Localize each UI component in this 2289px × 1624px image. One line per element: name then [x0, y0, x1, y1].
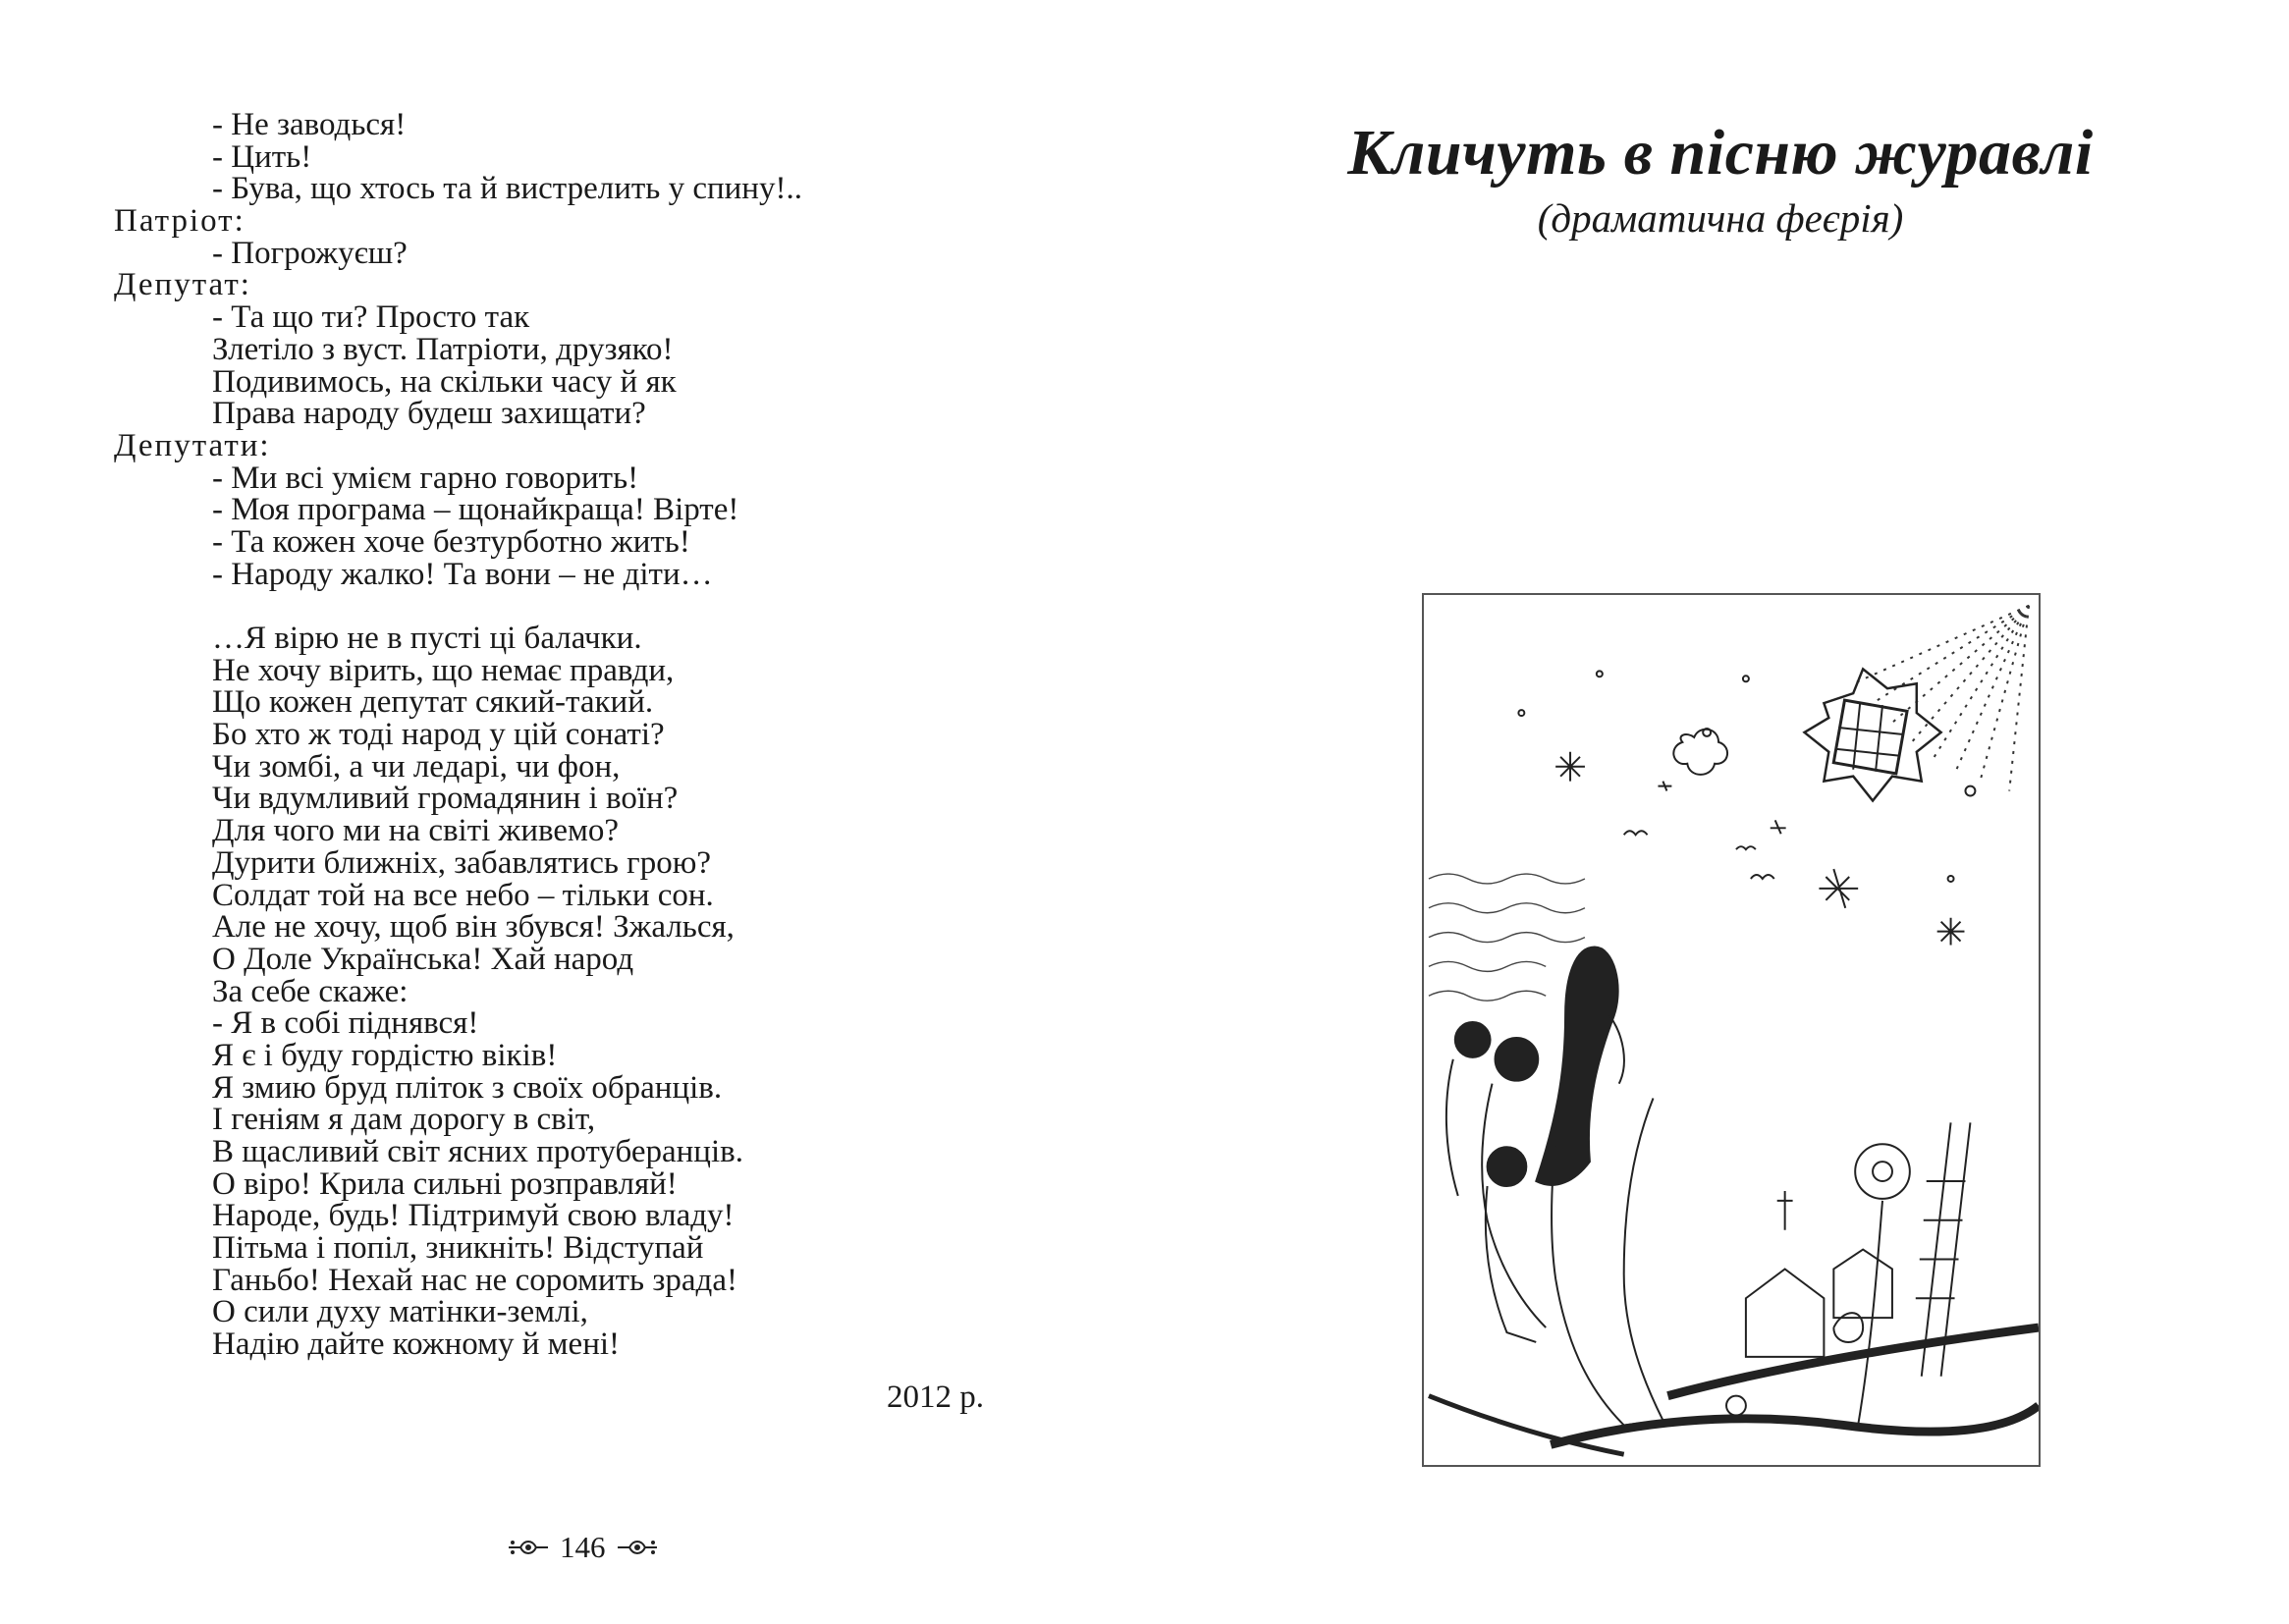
poem-date: 2012 р. — [887, 1380, 984, 1415]
illustration-kneeling-figures — [1422, 593, 2041, 1467]
verse-line: Чи вдумливий громадянин і воїн? — [212, 781, 679, 817]
verse-line: Я є і буду гордістю віків! — [212, 1037, 558, 1073]
verse-line: Я змию бруд пліток з своїх обранців. — [212, 1069, 723, 1106]
verse-line: Але не хочу, щоб він збувся! Зжалься, — [212, 909, 735, 946]
verse-line: - Не заводься! — [212, 107, 407, 142]
verse-line: Бо хто ж тоді народ у цій сонаті? — [212, 717, 665, 753]
verse-line: Пітьма і попіл, зникніть! Відступай — [212, 1230, 704, 1267]
verse-line: - Ми всі умієм гарно говорить! — [212, 460, 639, 496]
stanza-break — [114, 590, 1096, 623]
verse-line: І геніям я дам дорогу в світ, — [212, 1102, 596, 1138]
verse-line: - Цить! — [212, 138, 312, 175]
verse-line: Надію дайте кожному й мені! — [212, 1326, 621, 1363]
verse-line: Для чого ми на світі живемо? — [212, 813, 620, 849]
verse-line: Права народу будеш захищати? — [212, 396, 646, 432]
right-page — [1145, 0, 2289, 1624]
ink-drawing-icon — [1424, 595, 2039, 1465]
speaker-label: Патріот: — [114, 203, 245, 240]
verse-line: О Доле Українська! Хай народ — [212, 941, 634, 977]
speaker-label: Депутати: — [114, 427, 271, 463]
verse-line: …Я вірю не в пусті ці балачки. — [212, 621, 642, 656]
verse-line: - Я в собі піднявся! — [212, 1005, 479, 1042]
verse-line: - Бува, що хтось та й вистрелить у спину!.. — [212, 171, 802, 207]
verse-line: Подивимось, на скільки часу й як — [212, 363, 677, 400]
verse-line: Ганьбо! Нехай нас не соромить зрада! — [212, 1262, 737, 1298]
verse-line: В щасливий світ ясних протуберанців. — [212, 1134, 743, 1169]
verse-line: - Погрожуєш? — [212, 235, 408, 271]
ornament-right-icon — [616, 1537, 659, 1558]
play-title: Кличуть в пісню журавлі — [1347, 117, 2094, 189]
speaker-label: Депутат: — [114, 267, 251, 303]
verse-line: Не хочу вірить, що немає правди, — [212, 652, 675, 688]
verse-line: О віро! Крила сильні розправляй! — [212, 1165, 678, 1202]
verse-line: - Народу жалко! Та вони – не діти… — [212, 556, 713, 592]
verse-line: За себе скаже: — [212, 973, 409, 1009]
verse-line: О сили духу матінки-землі, — [212, 1294, 588, 1330]
ornament-left-icon — [507, 1537, 550, 1558]
verse-line: Народе, будь! Підтримуй свою владу! — [212, 1198, 735, 1234]
verse-line: Що кожен депутат сякий-такий. — [212, 684, 654, 721]
verse-line: - Та кожен хоче безтурботно жить! — [212, 523, 690, 560]
left-page — [0, 0, 1144, 1624]
verse-line: Солдат той на все небо – тільки сон. — [212, 877, 714, 913]
verse-line: - Та що ти? Просто так — [212, 299, 530, 336]
page-number: 146 — [560, 1530, 606, 1564]
page-footer — [507, 1528, 659, 1567]
verse-line: Дурити ближніх, забавлятись грою? — [212, 844, 712, 881]
play-subtitle: (драматична феєрія) — [1537, 195, 1904, 241]
poem-text — [114, 109, 1096, 1361]
verse-line: - Моя програма – щонайкраща! Вірте! — [212, 492, 739, 528]
verse-line: Злетіло з вуст. Патріоти, друзяко! — [212, 331, 674, 367]
verse-line: Чи зомбі, а чи ледарі, чи фон, — [212, 748, 621, 785]
